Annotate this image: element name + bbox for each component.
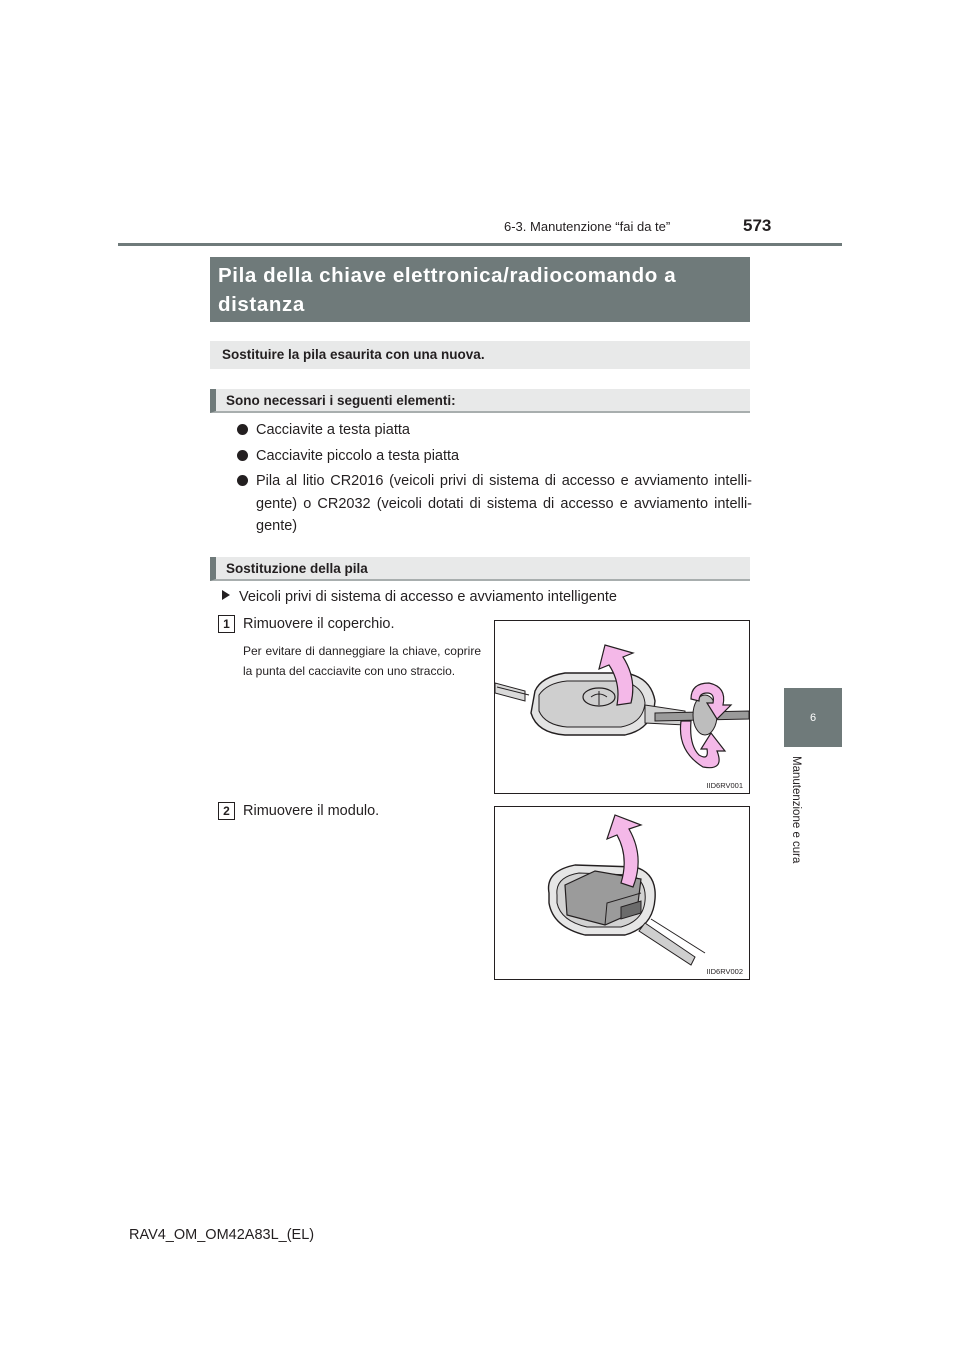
list-item <box>237 419 752 442</box>
required-items-heading <box>210 389 750 413</box>
replacement-heading <box>210 557 750 581</box>
required-items-list <box>237 419 752 541</box>
list-item <box>237 470 752 538</box>
list-item <box>237 445 752 468</box>
intro-text: Sostituire la pila esaurita con una nuova. <box>222 347 485 362</box>
key-cover-illustration <box>495 621 749 793</box>
chapter-side-label <box>786 756 808 896</box>
intro-box <box>210 341 750 369</box>
bullet-icon <box>237 424 248 435</box>
manual-code: RAV4_OM_OM42A83L_(EL) <box>129 1227 315 1243</box>
key-module-illustration <box>495 807 749 979</box>
chapter-side-label-text: Manutenzione e cura <box>790 756 802 864</box>
list-item-text: Cacciavite piccolo a testa piatta <box>256 447 460 464</box>
step-1-title: Rimuovere il coperchio. <box>243 616 395 632</box>
step-number-1: 1 <box>218 615 235 633</box>
figure-code: IID6RV001 <box>706 781 743 790</box>
figure-remove-module <box>494 806 750 980</box>
section-title: Pila della chiave elettronica/radiocomando a distanza <box>210 257 750 322</box>
step-number-2: 2 <box>218 802 235 820</box>
step-1-note: Per evitare di danneggiare la chiave, coprire la punta del cacciavite con uno straccio. <box>243 644 481 678</box>
header-rule <box>118 243 842 246</box>
figure-remove-cover <box>494 620 750 794</box>
triangle-bullet-icon <box>222 590 230 600</box>
bullet-icon <box>237 450 248 461</box>
page-number: 573 <box>743 216 772 235</box>
header-section-title: 6-3. Manutenzione “fai da te” <box>504 219 671 234</box>
chapter-tab[interactable] <box>784 688 842 747</box>
required-items-heading-text: Sono necessari i seguenti elementi: <box>226 393 456 408</box>
bullet-icon <box>237 475 248 486</box>
replacement-heading-text: Sostituzione della pila <box>226 561 368 576</box>
list-item-text: Pila al litio CR2016 (veicoli privi di sistema di accesso e avviamento intelli- gente) o CR2032 (veicoli dotati di sistema di accesso e avviamento intelli- gente) <box>256 473 752 534</box>
step-2-title: Rimuovere il modulo. <box>243 803 380 819</box>
vehicle-variant-line <box>222 589 617 605</box>
figure-code: IID6RV002 <box>706 967 743 976</box>
list-item-text: Cacciavite a testa piatta <box>256 422 410 438</box>
chapter-tab-number: 6 <box>809 711 817 724</box>
vehicle-variant-text: Veicoli privi di sistema di accesso e avviamento intelligente <box>239 589 617 605</box>
